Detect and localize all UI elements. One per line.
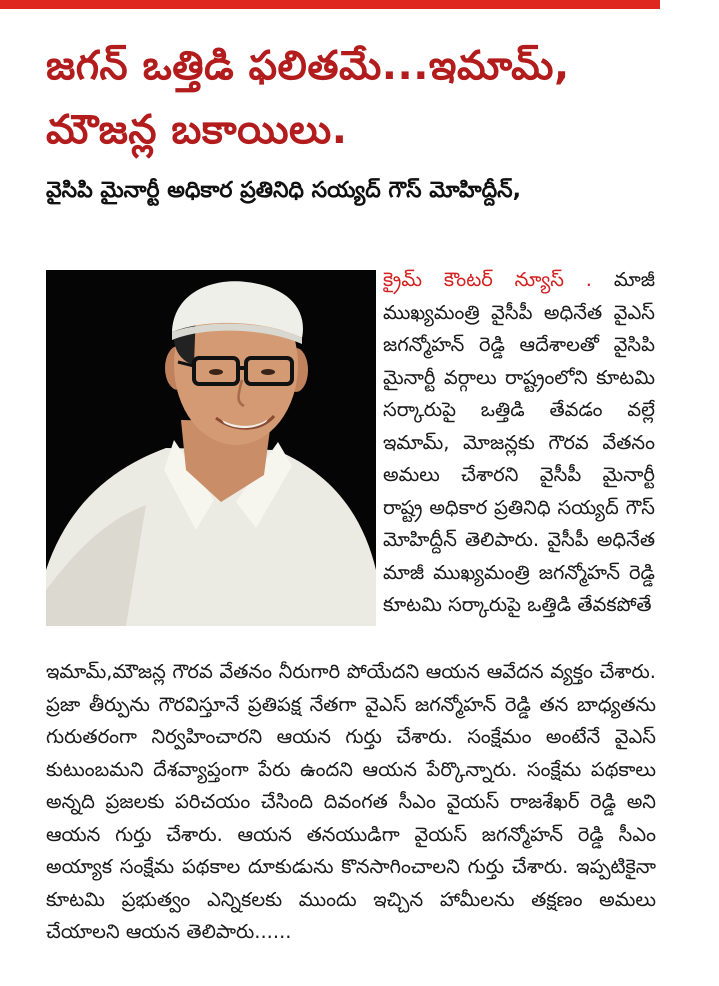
article-body-text: ఇమామ్,మౌజన్ల గౌరవ వేతనం నీరుగారి పోయేదని ఆయన ఆవేదన వ్యక్తం చేశారు. ప్రజా తీర్పును గౌరవిస్తూనే ప్రతిపక్ష నేతగా వైఎస్ జగన్మోహన్ రెడ్డి తన బాధ్యతను గురుతరంగా నిర్వహించారని ఆయన గుర్తు చేశారు. సంక్షేమం అంటేనే వైఎస్ కుటుంబమని దేశవ్యాప్తంగా పేరు ఉందని ఆయన పేర్కొన్నారు. సంక్షేమ పథకాలు అన్నది ప్రజలకు పరిచయం చేసింది దివంగత సీఎం వైయస్ రాజశేఖర్ రెడ్డి అని ఆయన గుర్తు చేశారు. ఆయన తనయుడిగా వైయస్ జగన్మోహన్ రెడ్డి సీఎం అయ్యాక సంక్షేమ పథకాల దూకుడును కొనసాగించాలని గుర్తు చేశారు. ఇప్పటికైనా కూటమి ప్రభుత్వం ఎన్నికలకు ముందు ఇచ్చిన హామీలను తక్షణం అమలు చేయాలని ఆయన తెలిపారు...... — [46, 660, 656, 943]
top-accent-bar — [0, 0, 660, 9]
dateline: క్రైమ్ కౌంటర్ న్యూస్ . — [383, 268, 592, 291]
portrait-photo — [46, 270, 376, 626]
portrait-illustration — [46, 270, 376, 626]
column-body: మాజీ ముఖ్యమంత్రి వైసీపీ అధినేత వైఎస్ జగన్మోహన్ రెడ్డి ఆదేశాలతో వైసిపి మైనార్టీ వర్గాలు రాష్ట్రంలోని కూటమి సర్కారుపై ఒత్తిడి తేవడం వల్లే ఇమామ్, మోజన్లకు గౌరవ వేతనం అమలు చేశారని వైసీపీ మైనార్టీ రాష్ట్ర అధికార ప్రతినిధి సయ్యద్ గౌస్ మోహిద్దీన్ తెలిపారు. వైసీపీ అధినేత మాజీ ముఖ్యమంత్రి జగన్మోహన్ రెడ్డి కూటమి సర్కారుపై ఒత్తిడి తేవకపోతే — [383, 268, 655, 616]
headline: జగన్ ఒత్తిడి ఫలితమే...ఇమామ్, మౌజన్ల బకాయిలు. — [46, 43, 570, 153]
article-column-text — [383, 264, 655, 622]
subheadline: వైసిపి మైనార్టీ అధికార ప్రతినిధి సయ్యద్ గౌస్ మోహిద్దీన్, — [46, 178, 521, 203]
